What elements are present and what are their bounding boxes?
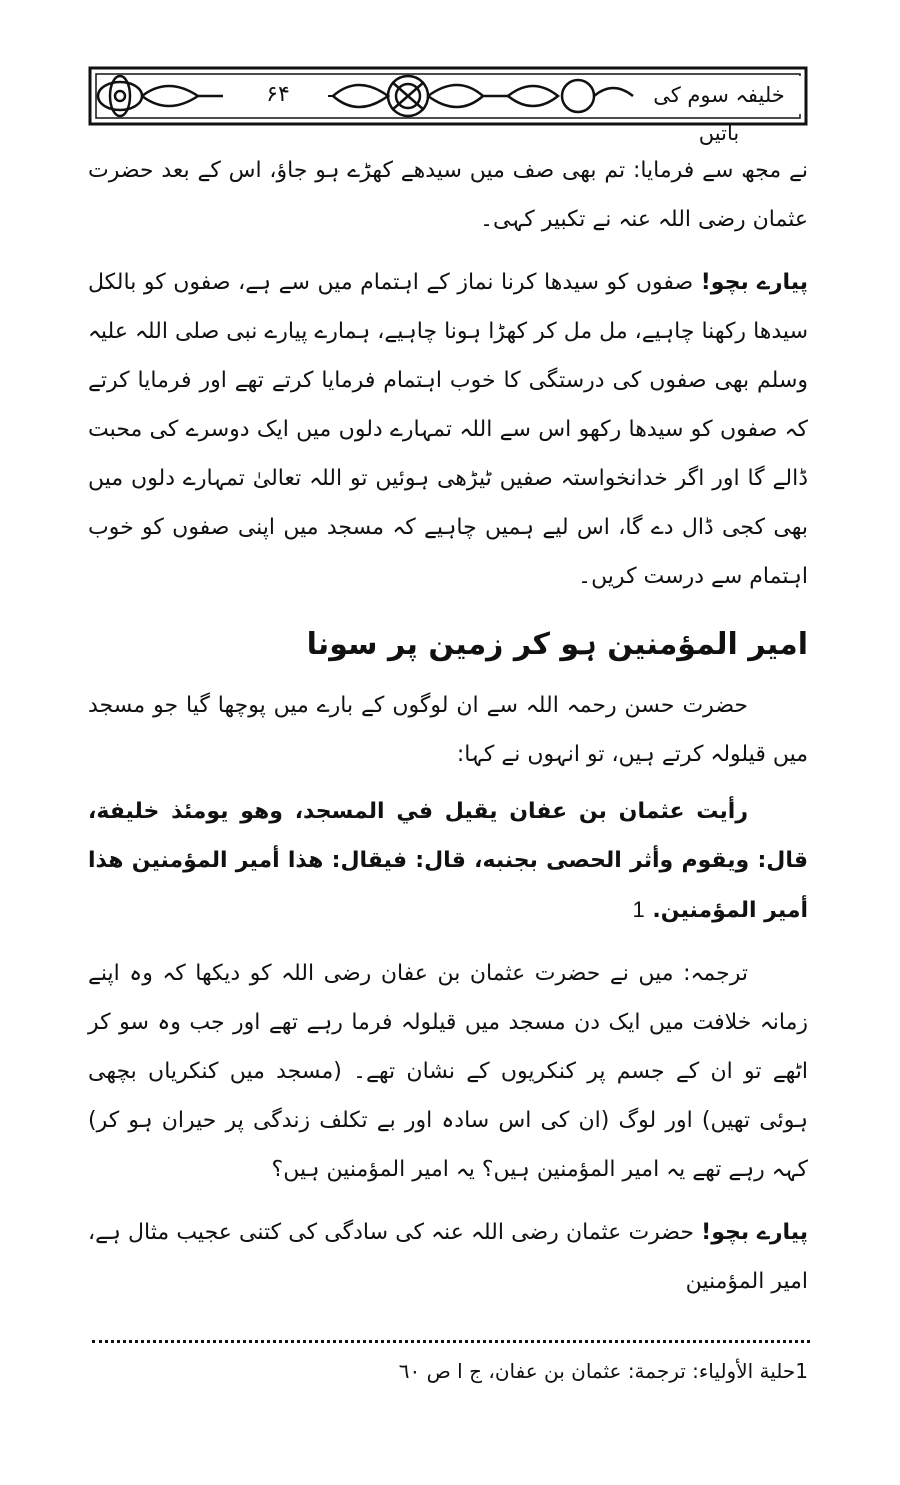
paragraph-2-lead: پیارے بچو! <box>700 270 808 295</box>
section-heading: امیر المؤمنین ہو کر زمین پر سونا <box>306 627 808 662</box>
paragraph-5-text: حضرت عثمان رضی اللہ عنہ کی سادگی کی کتنی عجیب مثال ہے، امیر المؤمنین <box>88 1220 808 1294</box>
arabic-quote <box>88 787 808 935</box>
footnote: 1حلية الأولياء: ترجمة: عثمان بن عفان، ج ا ص ٦٠ <box>398 1359 808 1383</box>
running-title: خلیفہ سوم کی باتیں <box>634 76 804 114</box>
paragraph-3: حضرت حسن رحمہ اللہ سے ان لوگوں کے بارے میں پوچھا گیا جو مسجد میں قیلولہ کرتے ہیں، تو انہوں نے کہا: <box>88 693 808 767</box>
footnote-divider <box>92 1340 810 1343</box>
paragraph-1: نے مجھ سے فرمایا: تم بھی صف میں سیدھے کھڑے ہو جاؤ، اس کے بعد حضرت عثمان رضی اللہ عنہ نے تکبیر کہی۔ <box>88 158 808 232</box>
page-header <box>88 66 808 145</box>
arabic-quote-text: رأيت عثمان بن عفان يقيل في المسجد، وهو يومئذ خليفة، قال: ويقوم وأثر الحصى بجنبه، قال: فيقال: هذا أمير المؤمنين هذا أمير المؤمنين. <box>88 799 808 923</box>
main-text <box>88 146 808 1306</box>
translation-paragraph: ترجمہ: میں نے حضرت عثمان بن عفان رضی اللہ کو دیکھا کہ وہ اپنے زمانہ خلافت میں ایک دن مسجد میں قیلولہ فرما رہے تھے اور جب وہ سو کر اٹھے تو ان کے جسم پر کنکریوں کے نشان تھے۔ (مسجد میں کنکریاں بچھی ہوئی تھیں) اور لوگ (ان کی اس سادہ اور بے تکلف زندگی پر حیران ہو کر) کہہ رہے تھے یہ امیر المؤمنین ہیں؟ یہ امیر المؤمنین ہیں؟ <box>88 961 808 1182</box>
paragraph-2-text: صفوں کو سیدھا کرنا نماز کے اہتمام میں سے ہے، صفوں کو بالکل سیدھا رکھنا چاہیے، مل مل کر کھڑا ہونا چاہیے، ہمارے پیارے نبی صلی اللہ علیہ وسلم بھی صفوں کی درستگی کا خوب اہتمام فرمایا کرتے تھے اور فرمایا کرتے کہ صفوں کو سیدھا رکھو اس سے اللہ تمہارے دلوں میں ایک دوسرے کی محبت ڈالے گا اور اگر خدانخواستہ صفیں ٹیڑھی ہوئیں تو اللہ تعالیٰ تمہارے دلوں میں بھی کجی ڈال دے گا، اس لیے ہمیں چاہیے کہ مسجد میں اپنی صفوں کو خوب اہتمام سے درست کریں۔ <box>88 270 808 589</box>
page-number: ۶۴ <box>228 80 328 110</box>
footnote-reference: 1 <box>632 897 645 922</box>
paragraph-5-lead: پیارے بچو! <box>701 1220 808 1245</box>
paragraph-5 <box>88 1208 808 1306</box>
paragraph-2 <box>88 258 808 601</box>
